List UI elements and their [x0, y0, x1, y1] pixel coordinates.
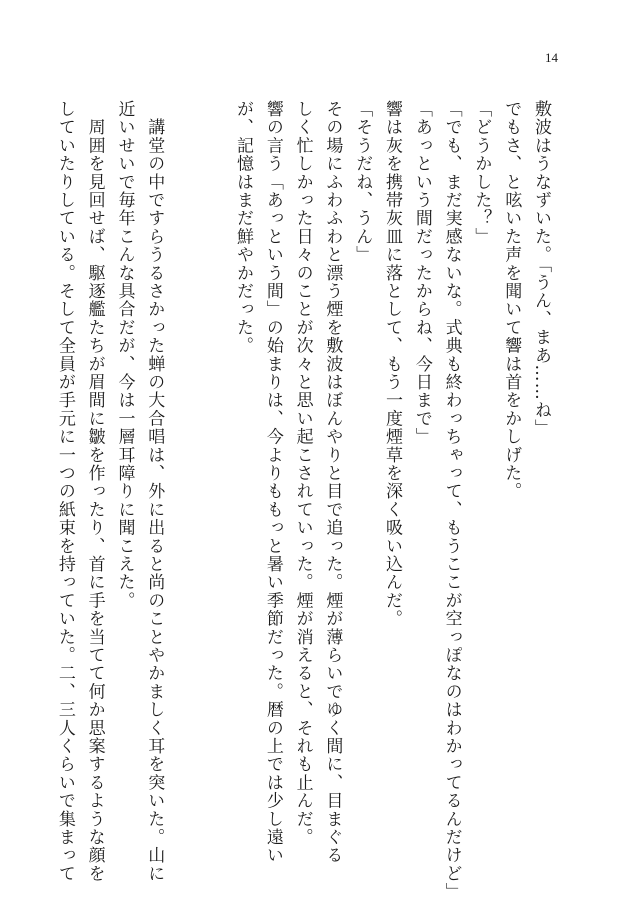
text-line: 響の言う「あっという間」の始まりは、今よりももっと暑い季節だった。暦の上では少し遠い — [262, 100, 283, 865]
text-line: その場にふわふわと漂う煙を敷波はぼんやりと目で追った。煙が薄らいでゆく間に、目まぐる — [322, 100, 343, 865]
text-line: が、記憶はまだ鮮やかだった。 — [233, 100, 254, 355]
paragraph-gap — [168, 100, 227, 840]
text-line: 敷波はうなずいた。「うん、まあ……ね」 — [531, 100, 551, 438]
text-line: 響は灰を携帯灰皿に落として、もう一度煙草を深く吸い込んだ。 — [382, 100, 403, 628]
text-line: 周囲を見回せば、駆逐艦たちが眉間に皺を作ったり、首に手を当てて何か思案するような顔を — [84, 100, 105, 883]
text-line: 講堂の中ですらうるさかった蝉の大合唱は、外に出ると尚のことやかましく耳を突いた。山に — [144, 100, 165, 883]
page-number: 14 — [545, 50, 558, 65]
vertical-text-body — [49, 100, 555, 901]
text-line: 近いせいで毎年こんな具合だが、今は一層耳障りに聞こえた。 — [114, 100, 135, 610]
text-line: 「あっという間だったからね、今日まで」 — [411, 100, 432, 446]
text-line: 「そうだね、うん」 — [352, 100, 373, 264]
text-line: でもさ、と呟いた声を聞いて響は首をかしげた。 — [501, 100, 522, 501]
text-line: 「でも、まだ実感ないな。式典も終わっちゃって、もうここが空っぽなのはわかってるんだけど」 — [441, 100, 462, 901]
text-line: していたりしている。そして全員が手元に一つの紙束を持っていた。二、三人くらいで集まって — [54, 100, 75, 883]
text-line: しく忙しかった日々のことが次々と思い起こされていった。煙が消えると、それも止んだ。 — [292, 100, 313, 847]
text-line: 「どうかした？」 — [471, 100, 492, 246]
